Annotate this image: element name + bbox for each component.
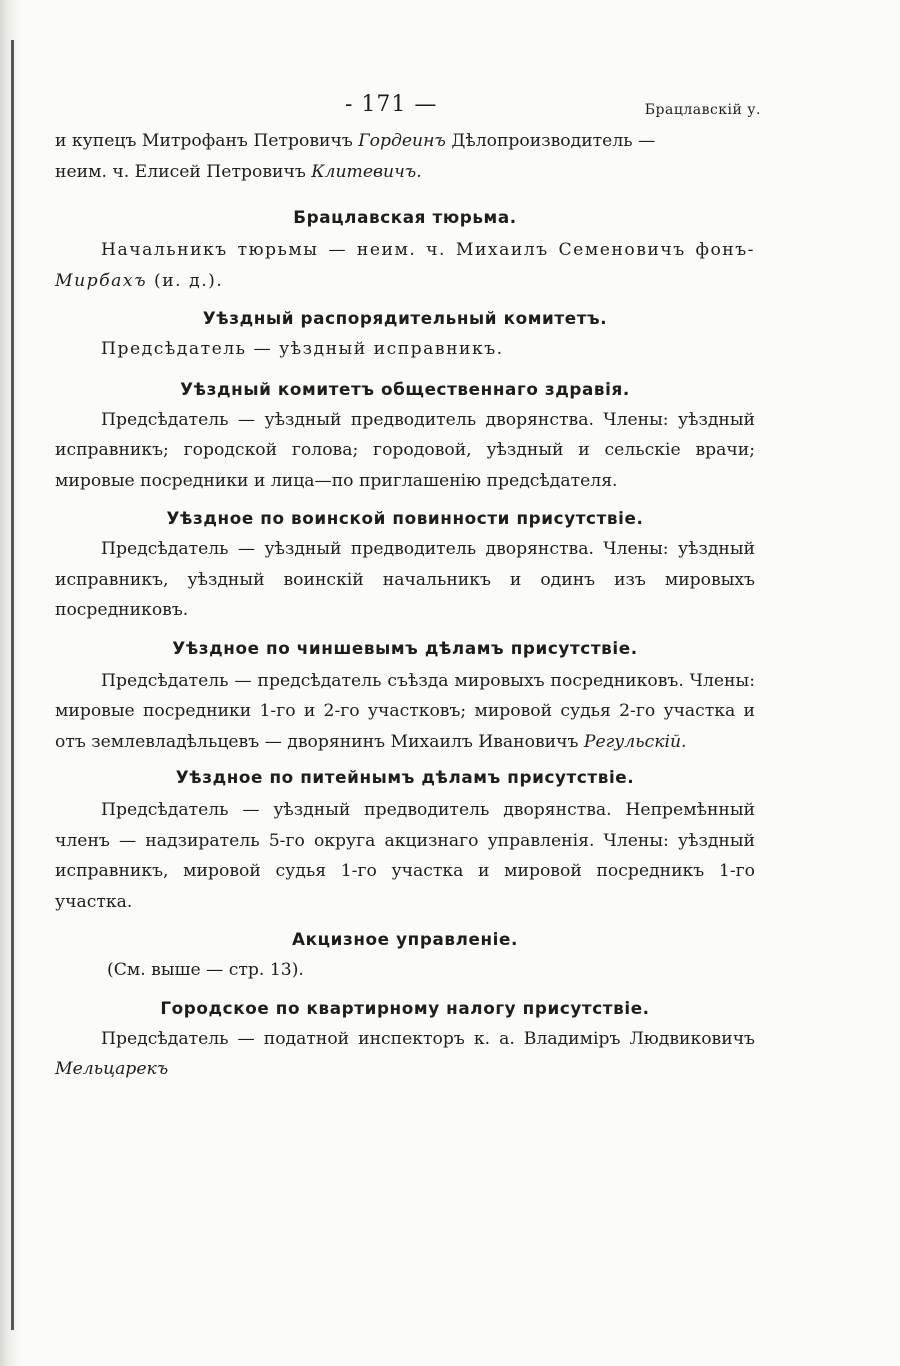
housing-tax-name: Мельцарекъ bbox=[55, 1059, 169, 1079]
section-text-military-board: Предсѣдатель — уѣздный предводитель дворянства. Члены: уѣздный исправникъ, уѣздный воинскій начальникъ и одинъ изъ мировыхъ посредниковъ. bbox=[55, 539, 755, 620]
intro-line1-name: Гордеинъ bbox=[358, 131, 446, 151]
page-header bbox=[55, 92, 761, 126]
intro-paragraph bbox=[55, 126, 755, 187]
document-page bbox=[55, 92, 761, 1085]
housing-tax-text: Предсѣдатель — податной инспекторъ к. а. Владиміръ Людвиковичъ bbox=[101, 1028, 755, 1049]
section-title-liquor-board: Уѣздное по питейнымъ дѣламъ присутствіе. bbox=[175, 767, 635, 787]
section-text-housing-tax bbox=[55, 1024, 755, 1085]
section-text-health-committee: Предсѣдатель — уѣздный предводитель дворянства. Члены: уѣздный исправникъ; городской голова; городовой, уѣздный и сельскіе врачи; мировые посредники и лица—по приглашенію предсѣдателя. bbox=[55, 409, 755, 491]
chinsh-text: Предсѣдатель — предсѣдатель съѣзда мировыхъ посредниковъ. Члены: мировые посредники 1-го и 2-го участковъ; мировой судья 2-го участка и отъ землевладѣльцевъ — дворянинъ Михаилъ Ивановичъ bbox=[55, 670, 755, 752]
chinsh-name: Регульскій. bbox=[583, 731, 687, 752]
section-text-admin-committee: Предсѣдатель — уѣздный исправникъ. bbox=[101, 339, 504, 359]
intro-line2-name: Клитевичъ. bbox=[311, 161, 422, 182]
running-head: Брацлавскій у. bbox=[644, 102, 761, 118]
intro-line1-text: и купецъ Митрофанъ Петровичъ bbox=[55, 131, 359, 151]
page-number: - 171 — bbox=[345, 92, 438, 117]
prison-text: Начальникъ тюрьмы — неим. ч. Михаилъ Семеновичъ фонъ- bbox=[101, 240, 755, 260]
intro-line1-end: Дѣлопроизводитель — bbox=[445, 131, 656, 151]
section-title-military-board: Уѣздное по воинской повинности присутствіе. bbox=[166, 508, 644, 528]
section-text-liquor-board: Предсѣдатель — уѣздный предводитель дворянства. Непремѣнный членъ — надзиратель 5-го округа акцизнаго управленія. Члены: уѣздный исправникъ, мировой судья 1-го участка и мировой посредникъ 1-го участка. bbox=[55, 800, 755, 912]
prison-name: Мирбахъ bbox=[55, 270, 148, 291]
section-title-health-committee: Уѣздный комитетъ общественнаго здравія. bbox=[180, 378, 630, 399]
binding-shadow-line bbox=[11, 40, 14, 1330]
intro-line2-text: неим. ч. Елисей Петровичъ bbox=[55, 161, 312, 182]
prison-text-end: (и. д.). bbox=[147, 270, 224, 291]
section-text-chinsh-board bbox=[55, 666, 755, 758]
section-title-housing-tax: Городское по квартирному налогу присутствіе. bbox=[160, 997, 650, 1018]
section-title-admin-committee: Уѣздный распорядительный комитетъ. bbox=[202, 308, 608, 328]
section-title-chinsh-board: Уѣздное по чиншевымъ дѣламъ присутствіе. bbox=[172, 637, 638, 658]
section-text-prison bbox=[55, 235, 755, 296]
section-title-prison: Брацлавская тюрьма. bbox=[293, 207, 517, 227]
section-text-excise: (См. выше — стр. 13). bbox=[107, 960, 304, 980]
section-title-excise: Акцизное управленіе. bbox=[292, 929, 518, 949]
